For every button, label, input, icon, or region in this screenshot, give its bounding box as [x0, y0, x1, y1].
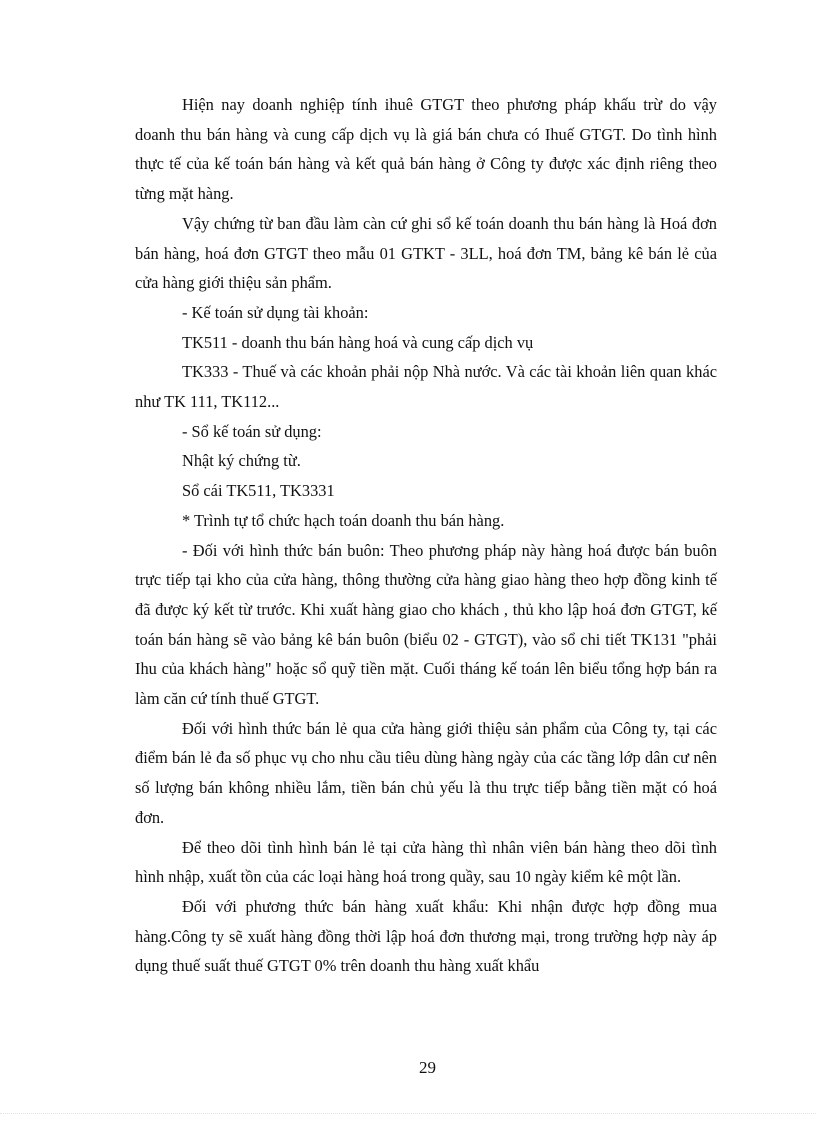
ledger-journal: Nhật ký chứng từ.: [182, 451, 301, 471]
paragraph-source-documents: Vậy chứng từ ban đầu làm càn cứ ghi sổ kế toán doanh thu bán hàng là Hoá đơn bán hàng, hoá đơn GTGT theo mẫu 01 GTKT - 3LL, hoá đơn TM, bảng kê bán lẻ của cửa hàng giới thiệu sản phẩm.: [135, 213, 717, 293]
paragraph-retail-tracking: Để theo dõi tình hình bán lẻ tại cửa hàng thì nhân viên bán hàng theo dõi tình hình nhập, xuất tồn của các loại hàng hoá trong quầy, sau 10 ngày kiểm kê một lần.: [135, 837, 717, 887]
accounts-used-heading: - Kế toán sử dụng tài khoản:: [182, 302, 369, 322]
page-number: 29: [419, 1058, 436, 1077]
procedure-heading: * Trình tự tổ chức hạch toán doanh thu bán hàng.: [182, 510, 505, 530]
account-tk511: TK511 - doanh thu bán hàng hoá và cung cấp dịch vụ: [182, 332, 534, 352]
paragraph-revenue-method: Hiện nay doanh nghiệp tính ihuê GTGT theo phương pháp khấu trừ do vậy doanh thu bán hàng và cung cấp dịch vụ là giá bán chưa có Ihuế GTGT. Do tình hình thực tế của kế toán bán hàng và kết quả bán hàng ở Công ty được xác định riêng theo từng mặt hàng.: [135, 95, 717, 204]
ledger-general: Sổ cái TK511, TK3331: [182, 481, 335, 501]
paragraph-retail: Đối với hình thức bán lẻ qua cửa hàng giới thiệu sản phẩm của Công ty, tại các điểm bán lẻ đa số phục vụ cho nhu cầu tiêu dùng hàng ngày của các tầng lớp dân cư nên số lượng bán không nhiều lắm, tiền bán chủ yếu là thu trực tiếp bằng tiền mặt có hoá đơn.: [135, 718, 717, 827]
account-tk333: TK333 - Thuế và các khoản phải nộp Nhà nước. Và các tài khoản liên quan khác như TK 111, TK112...: [135, 362, 717, 412]
page-body: [135, 90, 717, 981]
paragraph-wholesale: - Đối với hình thức bán buôn: Theo phương pháp này hàng hoá được bán buôn trực tiếp tại kho của cửa hàng, thông thường cửa hàng giao hàng theo hợp đồng kinh tế đã được ký kết từ trước. Khi xuất hàng giao cho khách , thủ kho lập hoá đơn GTGT, kế toán bán hàng sẽ vào bảng kê bán buôn (biểu 02 - GTGT), vào sổ chi tiết TK131 "phải Ihu của khách hàng" hoặc sổ quỹ tiền mặt. Cuối tháng kế toán lên biểu tổng hợp bán ra làm căn cứ tính thuế GTGT.: [135, 540, 717, 709]
paragraph-export: Đối với phương thức bán hàng xuất khẩu: Khi nhận được hợp đồng mua hàng.Công ty sẽ xuất hàng đồng thời lập hoá đơn thương mại, trong trường hợp này áp dụng thuế suất thuế GTGT 0% trên doanh thu hàng xuất khẩu: [135, 896, 717, 976]
ledgers-used-heading: - Sổ kế toán sử dụng:: [182, 421, 322, 441]
page-bottom-divider: [0, 1113, 816, 1114]
